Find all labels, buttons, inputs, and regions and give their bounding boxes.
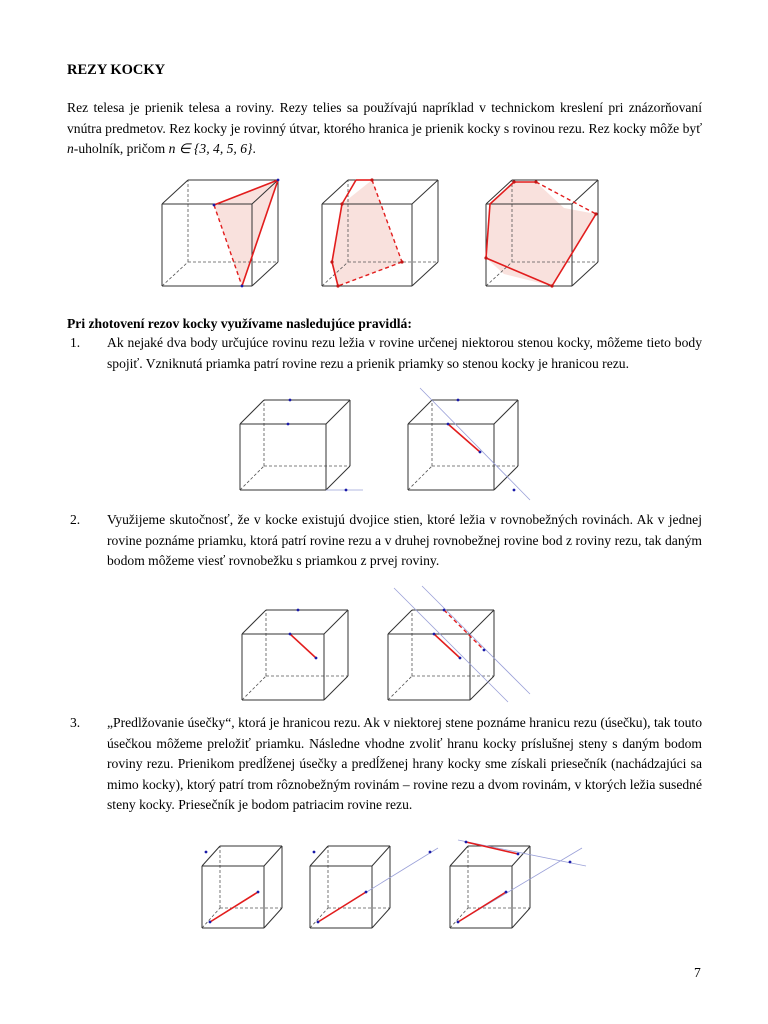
- rule3-cube-intersection-figure: [444, 836, 590, 934]
- cube-section-hexagon-figure: [476, 172, 626, 298]
- intro-text-2: -uholník, pričom: [73, 141, 169, 156]
- intro-text: Rez telesa je prienik telesa a roviny. Rezy telies sa používajú napríklad v technickom kreslení pri znázorňovaní vnútra predmetov. Rez kocky je rovinný útvar, ktorého hranica je prienik kocky s rovinou rezu. Rez kocky môže byť: [67, 100, 702, 136]
- rule-number: 2.: [70, 512, 81, 527]
- page-title: REZY KOCKY: [67, 62, 166, 78]
- intro-math-n: n: [67, 141, 74, 156]
- intro-paragraph: [67, 98, 702, 160]
- page-number: 7: [694, 965, 701, 980]
- rule3-cube-extended-figure: [304, 838, 444, 934]
- rule1-cube-joined-figure: [400, 386, 540, 502]
- rule-text: Ak nejaké dva body určujúce rovinu rezu ležia v rovine určenej niektorou stenou kocky, môžeme tieto body spojiť. Vzniknutá priamka patrí rovine rezu a prienik priamky so stenou kocky je hranicou rezu.: [107, 335, 702, 371]
- rule-text: „Predlžovanie úsečky“, ktorá je hranicou rezu. Ak v niektorej stene poznáme hranicu rezu (úsečku), tak touto úsečkou môžeme preložiť priamku. Následne vhodne zvoliť hranu kocky príslušnej steny s daným bodom roviny rezu. Prienikom predĺženej úsečky a predĺženej hrany kocky sme získali priesečník (nachádzajúci sa mimo kocky), ktorý patrí trom rôznobežným rovinám – rovine rezu a dvom rovinám, v ktorých ležia susedné steny kocky. Priesečník je bodom patriacim rovine rezu.: [107, 715, 702, 812]
- rule2-cube-parallel-figure: [384, 584, 534, 708]
- cube-section-triangle-figure: [150, 172, 300, 298]
- rule-number: 1.: [70, 335, 81, 350]
- rule1-cube-points-figure: [228, 392, 368, 502]
- intro-math-set: n ∈ {3, 4, 5, 6}: [168, 141, 253, 156]
- rules-heading: Pri zhotovení rezov kocky využívame nasledujúce pravidlá:: [67, 316, 412, 331]
- rule2-cube-segment-figure: [236, 600, 366, 708]
- rule-number: 3.: [70, 715, 81, 730]
- rule-item-2: [67, 510, 702, 572]
- cube-section-quadrilateral-figure: [314, 172, 464, 298]
- rule-item-3: [67, 713, 702, 816]
- rule3-cube-segment-figure: [196, 838, 296, 934]
- intro-text-3: .: [252, 141, 256, 156]
- rule-item-1: [67, 333, 702, 374]
- rule-text: Využijeme skutočnosť, že v kocke existujú dvojice stien, ktoré ležia v rovnobežných rovinách. Ak v jednej rovine poznáme priamku, ktorá patrí rovine rezu a v druhej rovnobežnej rovine bod z roviny rezu, tak daným bodom môžeme viesť rovnobežku s priamkou z prvej roviny.: [107, 512, 702, 568]
